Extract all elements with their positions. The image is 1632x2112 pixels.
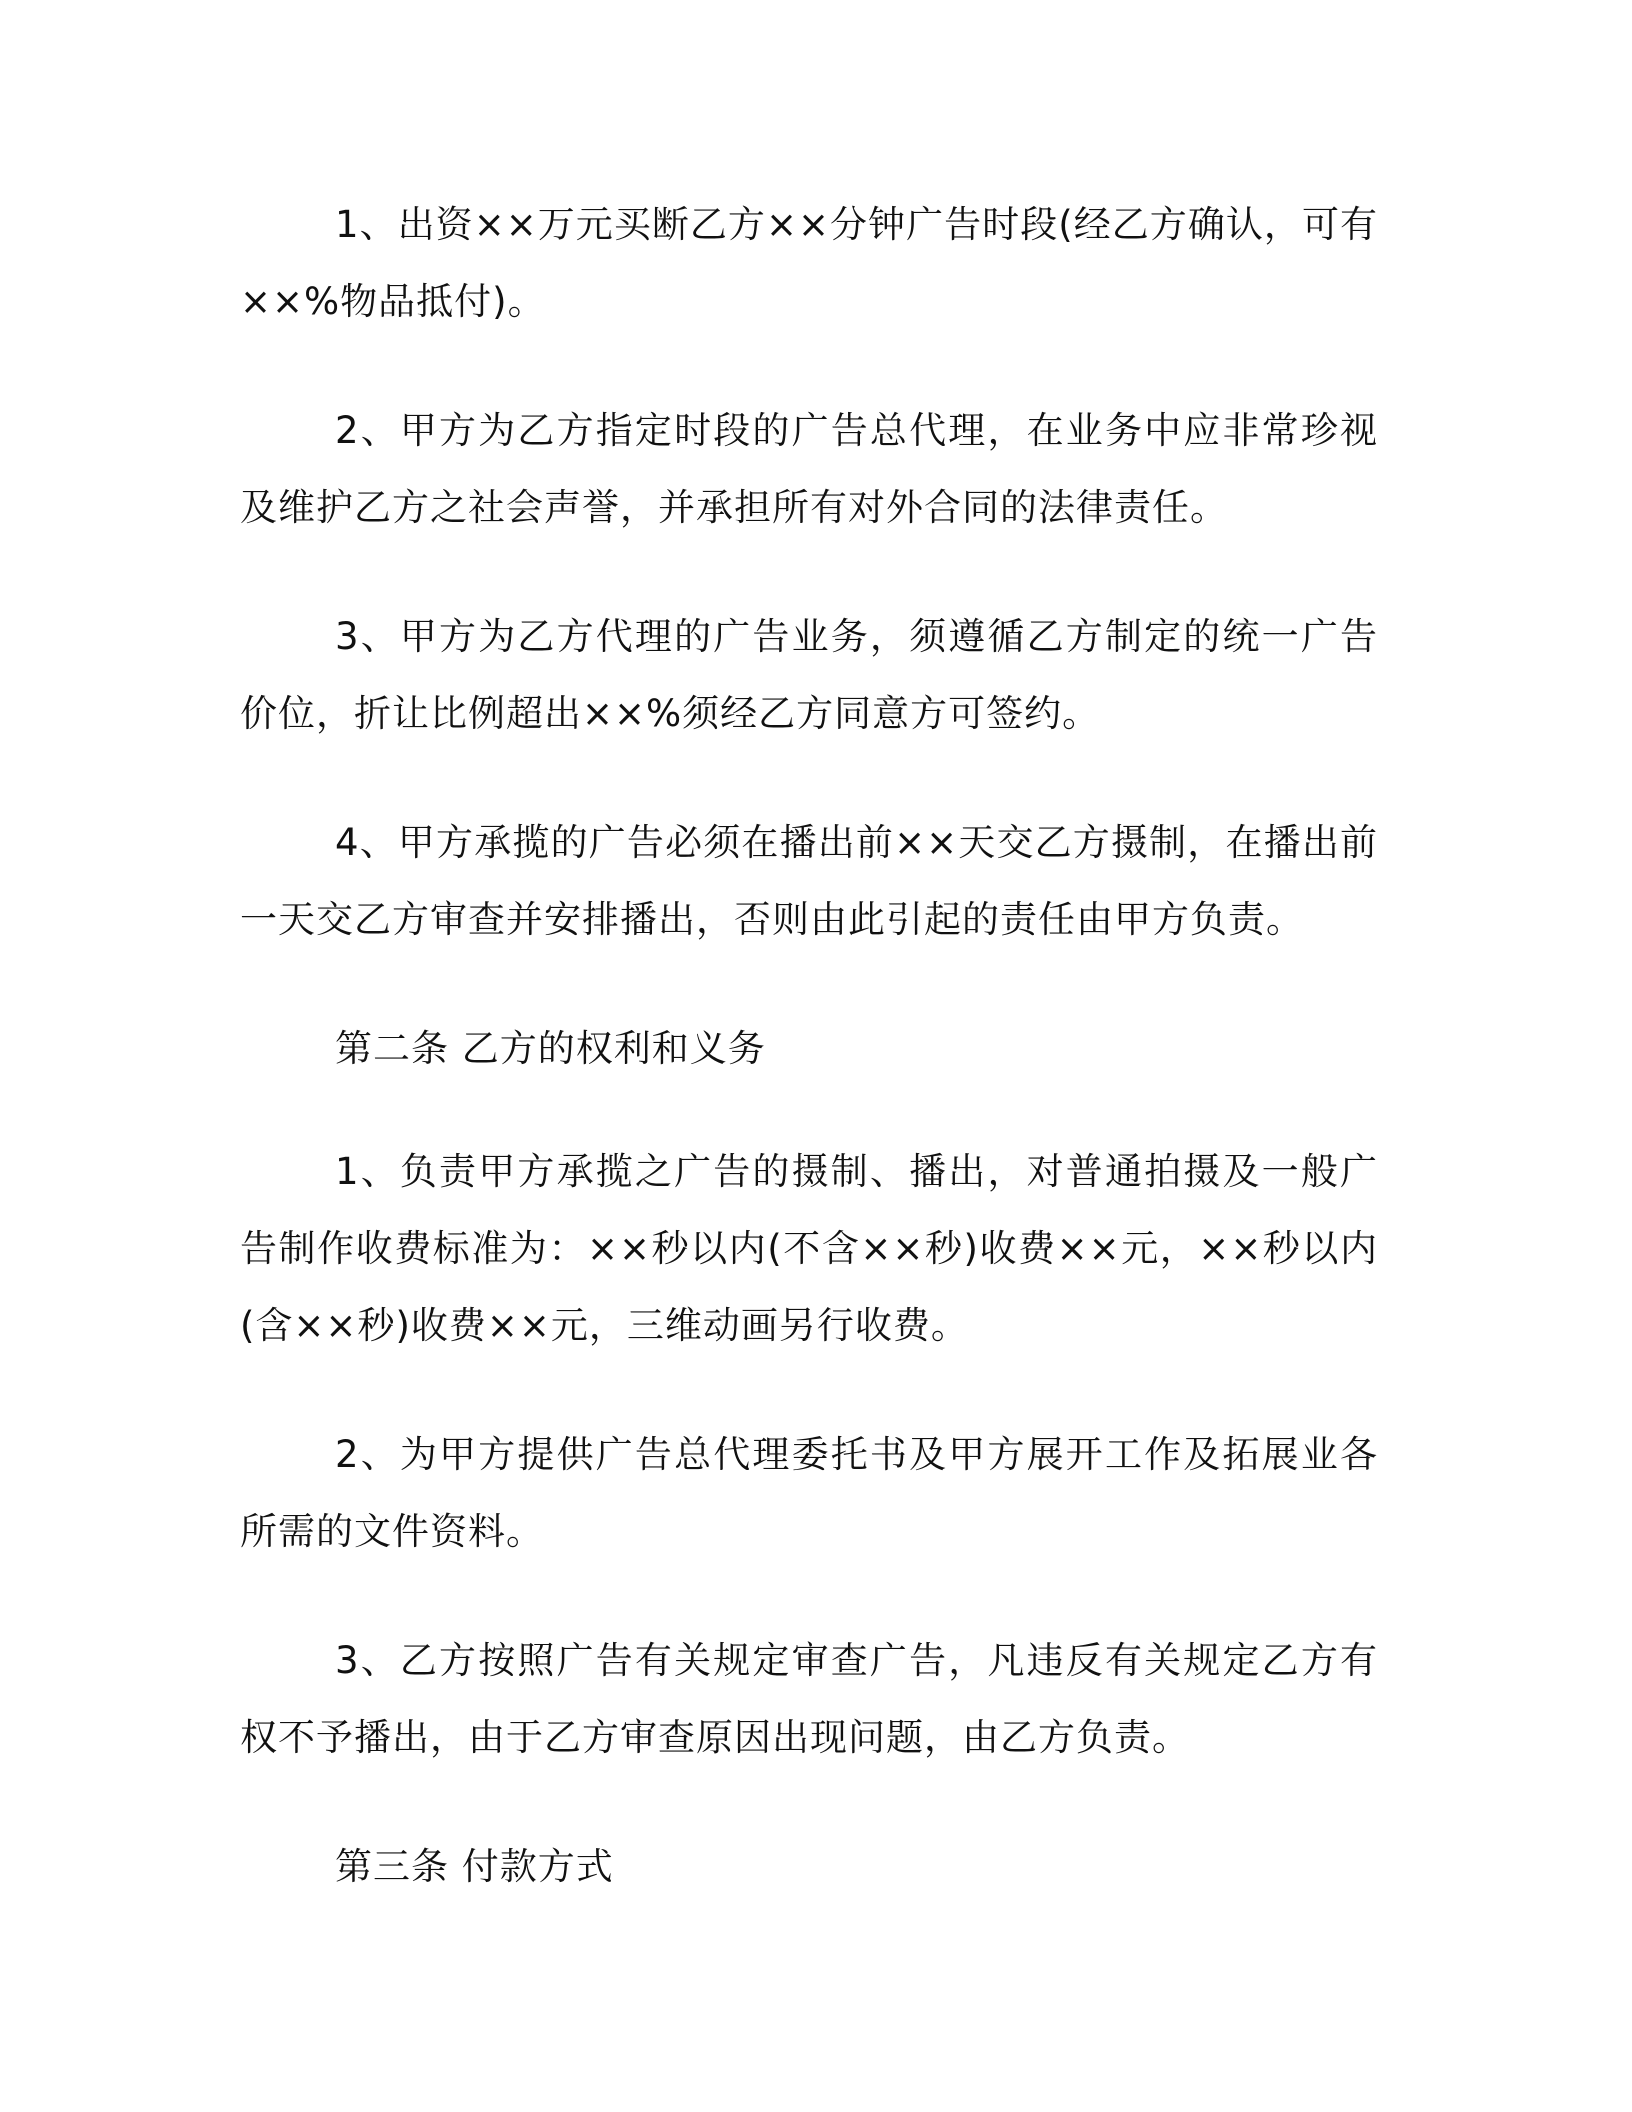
- clause-item-3-pricing: 3、甲方为乙方代理的广告业务，须遵循乙方制定的统一广告价位，折让比例超出××%须经乙方同意方可签约。: [240, 615, 1378, 735]
- clause-item-1-buyout: 1、出资××万元买断乙方××分钟广告时段(经乙方确认，可有××%物品抵付)。: [240, 203, 1378, 323]
- clause-item-2-documents: 2、为甲方提供广告总代理委托书及甲方展开工作及拓展业各所需的文件资料。: [240, 1433, 1378, 1553]
- section-heading-article-3: 第三条 付款方式: [335, 1845, 614, 1888]
- clause-item-3-review: 3、乙方按照广告有关规定审查广告，凡违反有关规定乙方有权不予播出，由于乙方审查原因出现问题，由乙方负责。: [240, 1639, 1378, 1759]
- document-body: [240, 186, 1378, 1951]
- clause-item-4-delivery: 4、甲方承揽的广告必须在播出前××天交乙方摄制，在播出前一天交乙方审查并安排播出，否则由此引起的责任由甲方负责。: [240, 821, 1378, 941]
- clause-item-2-general-agent: 2、甲方为乙方指定时段的广告总代理，在业务中应非常珍视及维护乙方之社会声誉，并承担所有对外合同的法律责任。: [240, 409, 1378, 529]
- clause-item-1-production-fees: 1、负责甲方承揽之广告的摄制、播出，对普通拍摄及一般广告制作收费标准为：××秒以内(不含××秒)收费××元，××秒以内(含××秒)收费××元，三维动画另行收费。: [240, 1150, 1378, 1347]
- section-heading-article-2: 第二条 乙方的权利和义务: [335, 1027, 766, 1070]
